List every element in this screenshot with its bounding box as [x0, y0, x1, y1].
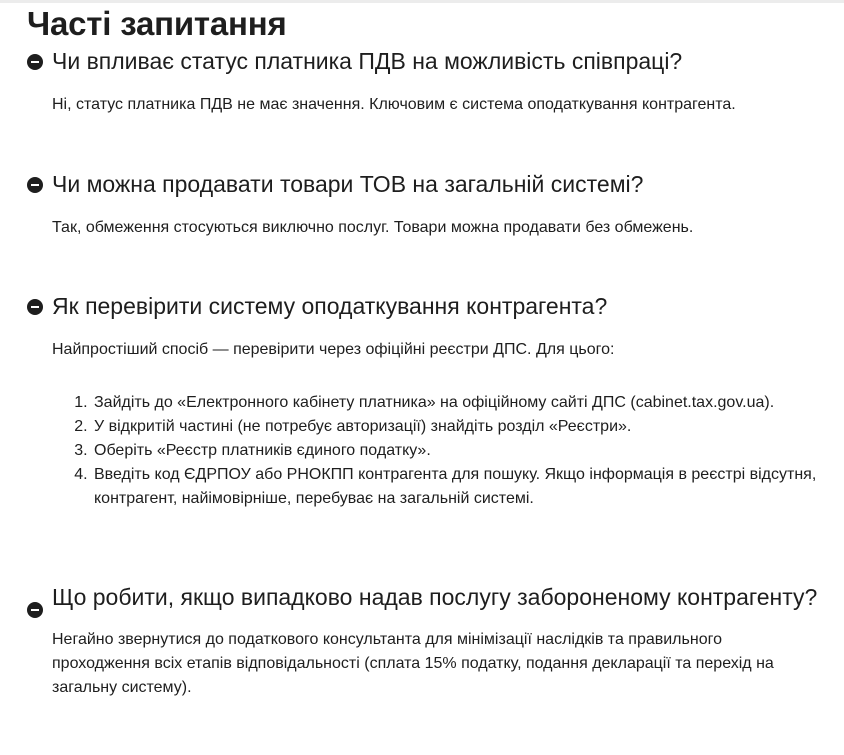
faq-question-toggle[interactable] [0, 291, 844, 322]
faq-question-toggle[interactable] [0, 169, 844, 200]
faq-question-text[interactable]: Чи впливає статус платника ПДВ на можливість співпраці? [52, 48, 683, 74]
top-divider [0, 0, 844, 3]
faq-answer [0, 628, 844, 700]
faq-answer-text: Так, обмеження стосуються виключно послуг. Товари можна продавати без обмежень. [52, 219, 694, 236]
faq-answer-text: Найпростіший спосіб — перевірити через офіційні реєстри ДПС. Для цього: [52, 341, 615, 358]
minus-circle-icon[interactable] [27, 177, 43, 193]
step-item: 3. Оберіть «Реєстр платників єдиного податку». [92, 439, 824, 463]
faq-question-text[interactable]: Що робити, якщо випадково надав послугу забороненому контрагенту? [52, 584, 818, 610]
minus-circle-icon[interactable] [27, 602, 43, 618]
faq-answer-text: Ні, статус платника ПДВ не має значення. Ключовим є система оподаткування контрагента. [52, 96, 736, 113]
faq-answer [0, 338, 844, 511]
step-item: 4. Введіть код ЄДРПОУ або РНОКПП контрагента для пошуку. Якщо інформація в реєстрі відсутня, контрагент, найімовірніше, перебуває на загальній системі. [92, 463, 824, 511]
faq-title: Часті запитання [27, 5, 287, 42]
steps-list [52, 391, 824, 511]
faq-question-text[interactable]: Чи можна продавати товари ТОВ на загальній системі? [52, 171, 644, 197]
step-item: 2. У відкритій частині (не потребує авторизації) знайдіть розділ «Реєстри». [92, 415, 824, 439]
faq-item [0, 582, 844, 700]
minus-circle-icon[interactable] [27, 54, 43, 70]
faq-answer-text: Негайно звернутися до податкового консультанта для мінімізації наслідків та правильного проходження всіх етапів відповідальності (сплата 15% податку, подання декларації та перехід на загальну систему). [52, 631, 774, 696]
faq-answer [0, 93, 844, 117]
faq-item [0, 291, 844, 511]
faq-question-toggle[interactable] [0, 582, 844, 613]
faq-question-toggle[interactable] [0, 46, 844, 77]
faq-item [0, 169, 844, 240]
step-item: 1. Зайдіть до «Електронного кабінету платника» на офіційному сайті ДПС (cabinet.tax.gov.ua). [92, 391, 824, 415]
faq-question-text[interactable]: Як перевірити систему оподаткування контрагента? [52, 293, 608, 319]
minus-circle-icon[interactable] [27, 299, 43, 315]
faq-item [0, 46, 844, 117]
faq-answer [0, 216, 844, 240]
